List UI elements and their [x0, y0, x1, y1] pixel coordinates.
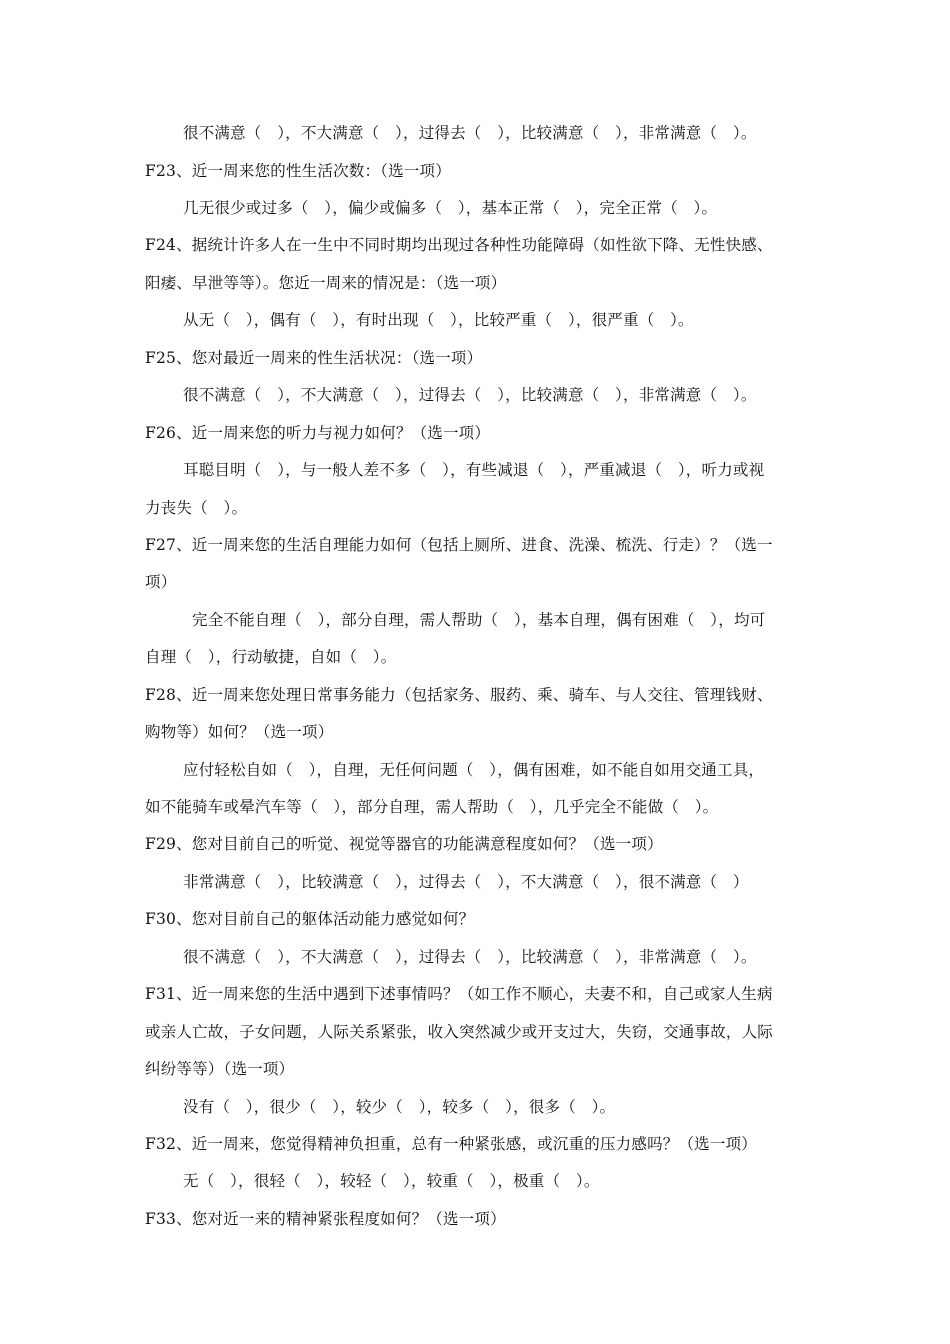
- question-f23: F23、近一周来您的性生活次数：（选一项）: [145, 162, 451, 180]
- question-f25: F25、您对最近一周来的性生活状况：（选一项）: [145, 349, 483, 367]
- question-f31-line1: F31、近一周来您的生活中遇到下述事情吗？（如工作不顺心，夫妻不和，自己或家人生病: [145, 985, 773, 1003]
- answer-options-f23: 几无很少或过多（ ），偏少或偏多（ ），基本正常（ ），完全正常（ ）。: [183, 199, 718, 217]
- answer-options-f24: 从无（ ），偶有（ ），有时出现（ ），比较严重（ ），很严重（ ）。: [183, 311, 694, 329]
- answer-options-f32: 无（ ），很轻（ ），较轻（ ），较重（ ），极重（ ）。: [183, 1172, 600, 1190]
- question-f31-line2: 或亲人亡故，子女问题，人际关系紧张，收入突然减少或开支过大，失窃，交通事故，人际: [145, 1023, 774, 1041]
- question-f33: F33、您对近一来的精神紧张程度如何？（选一项）: [145, 1210, 506, 1228]
- question-f26: F26、近一周来您的听力与视力如何？（选一项）: [145, 424, 491, 442]
- question-f29: F29、您对目前自己的听觉、视觉等器官的功能满意程度如何？（选一项）: [145, 835, 663, 853]
- question-f31-line3: 纠纷等等）（选一项）: [145, 1060, 295, 1078]
- answer-options-f31: 没有（ ），很少（ ），较少（ ），较多（ ），很多（ ）。: [183, 1098, 616, 1116]
- answer-options-f28-line1: 应付轻松自如（ ），自理，无任何问题（ ），偶有困难，如不能自如用交通工具，: [183, 761, 765, 779]
- question-f28-line2: 购物等）如何？（选一项）: [145, 723, 334, 741]
- question-f27-line2: 项）: [145, 573, 177, 591]
- answer-options-f27-line2: 自理（ ），行动敏捷，自如（ ）。: [145, 648, 397, 666]
- question-f28-line1: F28、近一周来您处理日常事务能力（包括家务、服药、乘、骑车、与人交往、管理钱财、: [145, 686, 773, 704]
- question-f24-line1: F24、据统计许多人在一生中不同时期均出现过各种性功能障碍（如性欲下降、无性快感、: [145, 236, 773, 254]
- answer-options-f22: 很不满意（ ），不大满意（ ），过得去（ ），比较满意（ ），非常满意（ ）。: [183, 124, 757, 142]
- answer-options-f30: 很不满意（ ），不大满意（ ），过得去（ ），比较满意（ ），非常满意（ ）。: [183, 948, 757, 966]
- answer-options-f26-line1: 耳聪目明（ ），与一般人差不多（ ），有些减退（ ），严重减退（ ），听力或视: [183, 461, 765, 479]
- answer-options-f25: 很不满意（ ），不大满意（ ），过得去（ ），比较满意（ ），非常满意（ ）。: [183, 386, 757, 404]
- answer-options-f27-line1: 完全不能自理（ ），部分自理，需人帮助（ ），基本自理，偶有困难（ ），均可: [192, 611, 766, 629]
- answer-options-f26-line2: 力丧失（ ）。: [145, 499, 248, 517]
- question-f27-line1: F27、近一周来您的生活自理能力如何（包括上厕所、进食、洗澡、梳洗、行走）？（选一: [145, 536, 773, 554]
- answer-options-f28-line2: 如不能骑车或晕汽车等（ ），部分自理，需人帮助（ ），几乎完全不能做（ ）。: [145, 798, 719, 816]
- answer-options-f29: 非常满意（ ），比较满意（ ），过得去（ ），不大满意（ ），很不满意（ ）: [183, 873, 749, 891]
- question-f32: F32、近一周来，您觉得精神负担重，总有一种紧张感，或沉重的压力感吗？（选一项）: [145, 1135, 757, 1153]
- question-f24-line2: 阳痿、早泄等等）。您近一周来的情况是：（选一项）: [145, 274, 507, 292]
- question-f30: F30、您对目前自己的躯体活动能力感觉如何？: [145, 910, 475, 928]
